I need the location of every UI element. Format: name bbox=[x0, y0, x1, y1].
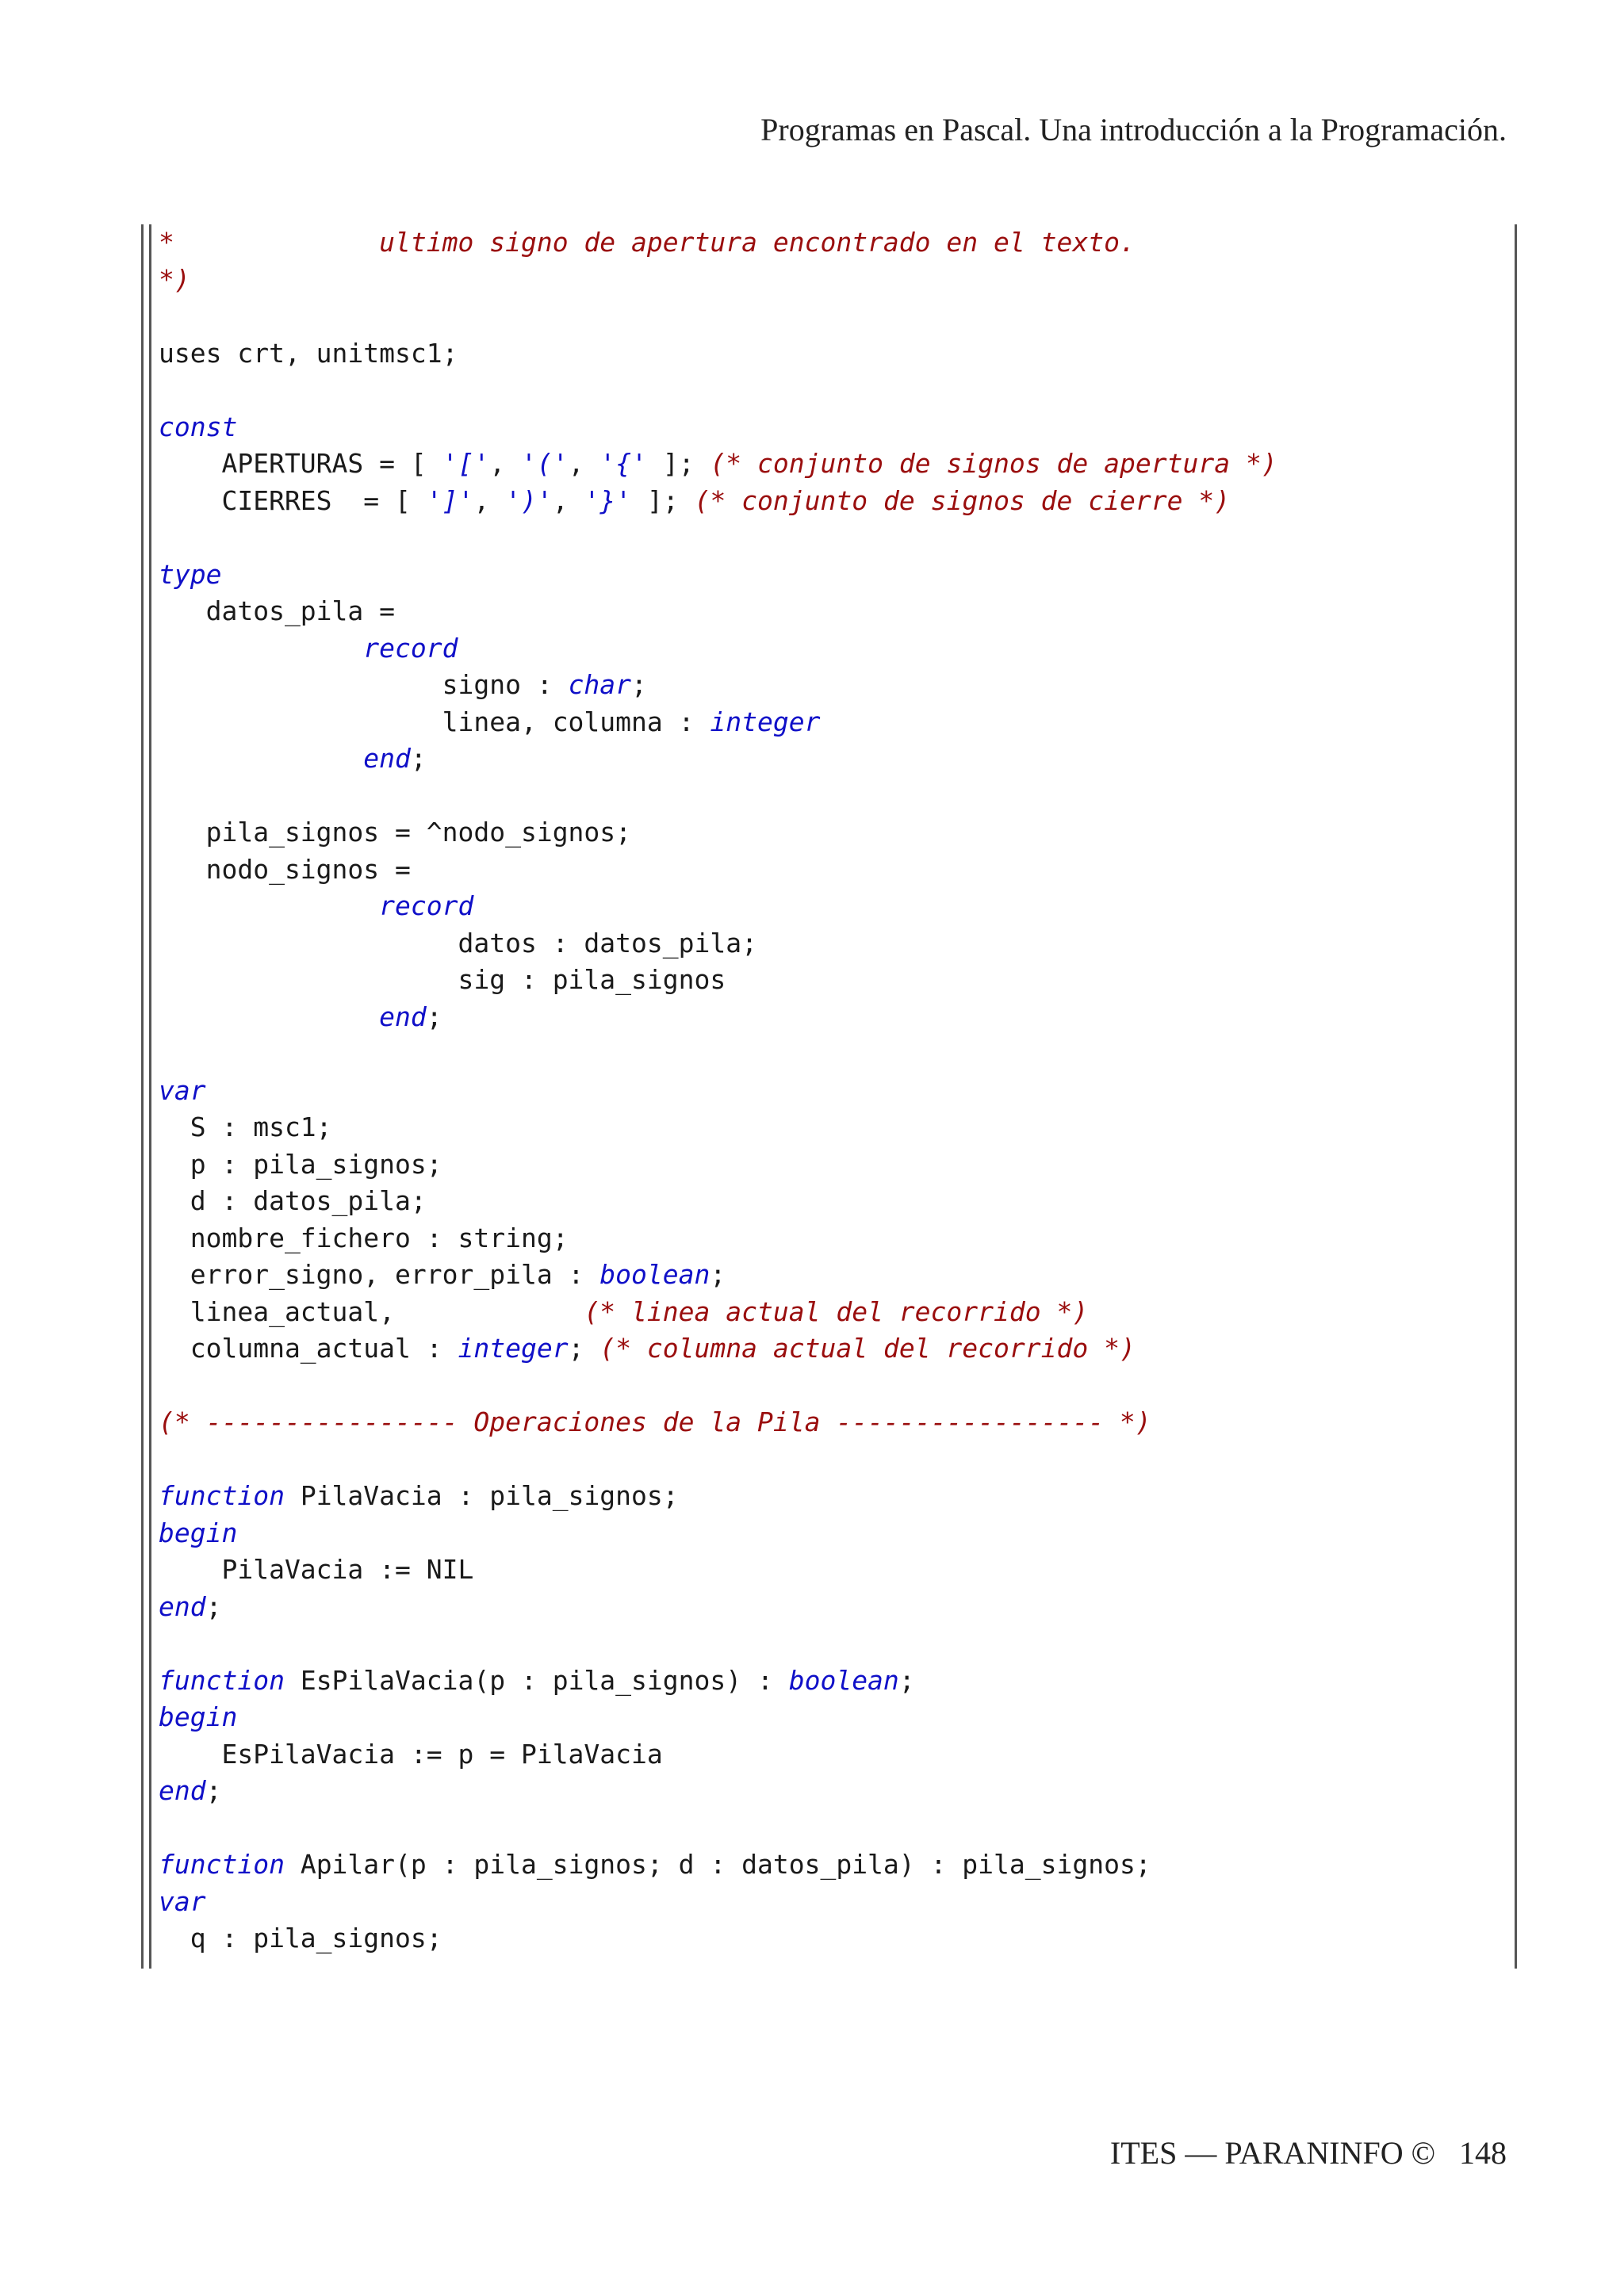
code-text: datos_pila = bbox=[159, 595, 396, 626]
code-line bbox=[159, 1073, 1507, 1110]
code-comment: (* ---------------- Operaciones de la Pila ----------------- *) bbox=[159, 1406, 1151, 1437]
code-keyword: '(' bbox=[520, 448, 569, 479]
code-line bbox=[159, 335, 1507, 373]
code-line bbox=[159, 1109, 1507, 1146]
code-line bbox=[159, 409, 1507, 446]
code-text: columna_actual : bbox=[159, 1333, 458, 1364]
code-line bbox=[159, 1699, 1507, 1736]
code-keyword: function bbox=[159, 1849, 285, 1880]
code-text: nodo_signos = bbox=[159, 853, 411, 885]
code-line bbox=[159, 1220, 1507, 1257]
code-line bbox=[159, 630, 1507, 668]
code-keyword: integer bbox=[458, 1333, 569, 1364]
code-text: ; bbox=[205, 1590, 222, 1622]
code-line bbox=[159, 1035, 1507, 1073]
code-text: sig : pila_signos bbox=[159, 964, 726, 995]
code-text: , bbox=[568, 448, 600, 479]
code-text: EsPilaVacia(p : pila_signos) : bbox=[284, 1664, 789, 1696]
code-line bbox=[159, 888, 1507, 925]
code-line bbox=[159, 298, 1507, 335]
code-text: p : pila_signos; bbox=[159, 1148, 442, 1180]
code-text: datos : datos_pila; bbox=[159, 927, 757, 959]
frame-right-rule bbox=[1515, 224, 1517, 1969]
code-comment: *) bbox=[159, 263, 190, 295]
code-text: CIERRES = [ bbox=[159, 484, 427, 516]
code-text: nombre_fichero : string; bbox=[159, 1222, 569, 1253]
code-line bbox=[159, 1294, 1507, 1331]
code-keyword: var bbox=[159, 1885, 206, 1917]
code-line bbox=[159, 1589, 1507, 1626]
running-header: Programas en Pascal. Una introducción a la Programación. bbox=[760, 112, 1507, 147]
code-text: Apilar(p : pila_signos; d : datos_pila) : pila_signos; bbox=[284, 1849, 1151, 1880]
page-footer bbox=[1110, 2134, 1507, 2172]
code-text: S : msc1; bbox=[159, 1112, 332, 1142]
code-line bbox=[159, 1810, 1507, 1847]
code-line bbox=[159, 1183, 1507, 1220]
code-text: uses crt, unitmsc1; bbox=[159, 337, 458, 369]
code-comment: (* conjunto de signos de apertura *) bbox=[710, 448, 1277, 479]
code-text: ; bbox=[898, 1664, 915, 1696]
code-text: PilaVacia : pila_signos; bbox=[284, 1480, 679, 1511]
code-line bbox=[159, 593, 1507, 630]
code-line bbox=[159, 778, 1507, 815]
code-text: APERTURAS = [ bbox=[159, 448, 442, 479]
code-text: , bbox=[552, 484, 584, 516]
code-text: ; bbox=[410, 743, 427, 774]
code-line bbox=[159, 519, 1507, 557]
code-text: ; bbox=[568, 1333, 600, 1364]
code-text: ; bbox=[710, 1259, 726, 1290]
code-text: PilaVacia := NIL bbox=[159, 1554, 474, 1585]
code-text: ; bbox=[426, 1001, 442, 1032]
code-keyword: begin bbox=[159, 1517, 238, 1548]
code-keyword: begin bbox=[159, 1701, 238, 1732]
code-keyword: integer bbox=[710, 706, 821, 737]
code-line bbox=[159, 1920, 1507, 1957]
code-line bbox=[159, 483, 1507, 520]
code-line bbox=[159, 925, 1507, 962]
frame-left-rule-inner bbox=[149, 224, 151, 1969]
code-line bbox=[159, 1478, 1507, 1515]
code-keyword: boolean bbox=[788, 1664, 899, 1696]
code-keyword: const bbox=[159, 411, 238, 442]
code-keyword: end bbox=[159, 1775, 206, 1806]
code-line bbox=[159, 1625, 1507, 1663]
code-comment: (* linea actual del recorrido *) bbox=[584, 1295, 1089, 1327]
code-text: signo : bbox=[159, 669, 569, 700]
page-number: 148 bbox=[1459, 2135, 1507, 2171]
code-keyword: function bbox=[159, 1480, 285, 1511]
code-keyword: boolean bbox=[599, 1259, 710, 1290]
code-line bbox=[159, 557, 1507, 594]
code-line bbox=[159, 962, 1507, 999]
code-text bbox=[159, 633, 363, 664]
code-line bbox=[159, 1846, 1507, 1884]
code-line bbox=[159, 1146, 1507, 1184]
code-line bbox=[159, 1736, 1507, 1774]
code-line bbox=[159, 1773, 1507, 1810]
code-keyword: '}' bbox=[584, 484, 632, 516]
code-text: ; bbox=[631, 669, 647, 700]
code-line bbox=[159, 851, 1507, 889]
code-line bbox=[159, 1663, 1507, 1700]
code-keyword: end bbox=[363, 743, 411, 774]
code-comment: ultimo signo de apertura encontrado en el texto. bbox=[190, 227, 1136, 258]
code-keyword: function bbox=[159, 1664, 285, 1696]
code-line bbox=[159, 704, 1507, 741]
code-line bbox=[159, 262, 1507, 299]
code-line bbox=[159, 1404, 1507, 1441]
code-text bbox=[159, 890, 379, 921]
footer-publisher: ITES — PARANINFO © bbox=[1109, 2135, 1435, 2171]
code-text: linea, columna : bbox=[159, 706, 710, 737]
code-text: linea_actual, bbox=[159, 1295, 584, 1327]
code-text bbox=[159, 743, 363, 774]
code-text: , bbox=[473, 484, 506, 516]
code-comment: * bbox=[159, 227, 190, 258]
code-text: error_signo, error_pila : bbox=[159, 1259, 600, 1290]
code-keyword: ')' bbox=[505, 484, 553, 516]
code-comment: (* columna actual del recorrido *) bbox=[599, 1333, 1136, 1364]
code-line bbox=[159, 814, 1507, 851]
frame-left-rule bbox=[141, 224, 144, 1969]
code-keyword: '{' bbox=[599, 448, 647, 479]
code-line bbox=[159, 1552, 1507, 1589]
code-text: d : datos_pila; bbox=[159, 1185, 427, 1216]
code-line bbox=[159, 1257, 1507, 1294]
code-line bbox=[159, 224, 1507, 262]
code-keyword: record bbox=[379, 890, 474, 921]
code-line bbox=[159, 446, 1507, 483]
code-text: q : pila_signos; bbox=[159, 1923, 442, 1954]
code-line bbox=[159, 1884, 1507, 1921]
code-line bbox=[159, 1441, 1507, 1479]
code-text bbox=[159, 1001, 379, 1032]
code-keyword: '[' bbox=[442, 448, 490, 479]
code-listing bbox=[159, 224, 1507, 1957]
code-text: , bbox=[489, 448, 521, 479]
code-line bbox=[159, 1368, 1507, 1405]
code-keyword: ']' bbox=[426, 484, 474, 516]
code-text: EsPilaVacia := p = PilaVacia bbox=[159, 1738, 663, 1770]
code-keyword: end bbox=[379, 1001, 427, 1032]
code-text: pila_signos = ^nodo_signos; bbox=[159, 817, 632, 848]
code-line bbox=[159, 1515, 1507, 1552]
code-line bbox=[159, 372, 1507, 409]
code-line bbox=[159, 999, 1507, 1036]
code-line bbox=[159, 740, 1507, 778]
code-keyword: var bbox=[159, 1074, 206, 1106]
code-text: ]; bbox=[646, 448, 710, 479]
code-keyword: type bbox=[159, 558, 222, 590]
code-text: ]; bbox=[631, 484, 695, 516]
code-keyword: record bbox=[363, 632, 458, 664]
code-comment: (* conjunto de signos de cierre *) bbox=[694, 484, 1231, 516]
code-line bbox=[159, 667, 1507, 704]
code-keyword: char bbox=[568, 669, 632, 700]
code-text: ; bbox=[205, 1775, 222, 1806]
code-line bbox=[159, 1330, 1507, 1368]
code-keyword: end bbox=[159, 1590, 206, 1622]
